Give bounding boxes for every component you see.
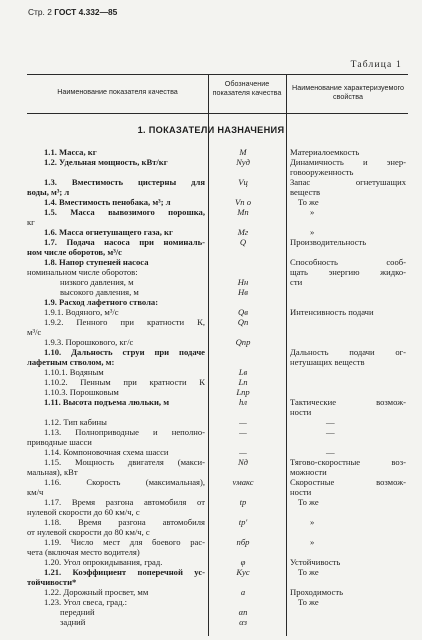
indicator-text: 1.10.3. Порошковым <box>44 387 119 397</box>
indicator-text: нулевой скорости до 60 км/ч, с <box>27 507 140 517</box>
indicator-text: лафетным стволом, м: <box>27 357 115 367</box>
property-text: Тактические возмож- <box>290 397 406 407</box>
indicator-text: м³/с <box>27 327 42 337</box>
property-text: То же <box>298 597 319 607</box>
property-text: щать энергию жидко- <box>290 267 406 277</box>
indicator-text: 1.10.1. Водяным <box>44 367 104 377</box>
designation-symbol: Lпр <box>236 387 250 397</box>
property-text: Дальность подачи ог- <box>290 347 406 357</box>
designation-symbol: Nд <box>237 457 249 467</box>
indicator-text: 1.19. Число мест для боевого рас- <box>44 537 205 547</box>
page-header <box>28 7 117 17</box>
indicator-text: 1.9.1. Водяного, м³/с <box>44 307 119 317</box>
indicator-text: 1.20. Угол опрокидывания, град. <box>44 557 163 567</box>
table-column-divider-2 <box>286 74 287 636</box>
table-top-rule <box>27 74 408 75</box>
property-text: Тягово-скоростные воз- <box>290 457 406 467</box>
property-text: Устойчивость <box>290 557 341 567</box>
indicator-text: 1.9. Расход лафетного ствола: <box>44 297 159 307</box>
indicator-text: передний <box>60 607 95 617</box>
designation-symbol: φ <box>240 557 246 567</box>
designation-symbol: Vц <box>238 177 248 187</box>
property-text: Способность сооб- <box>290 257 406 267</box>
indicator-text: 1.15. Мощность двигателя (макси- <box>44 457 205 467</box>
property-text: — <box>326 427 335 437</box>
designation-symbol: Qв <box>238 307 248 317</box>
indicator-text: 1.10.2. Пенным при кратности К <box>44 377 205 387</box>
indicator-text: 1.16. Скорость (максимальная), <box>44 477 205 487</box>
indicator-text: высокого давления, м <box>60 287 139 297</box>
property-text: Интенсивность подачи <box>290 307 374 317</box>
property-text: Скоростные возмож- <box>290 477 406 487</box>
indicator-text: 1.8. Напор ступеней насоса <box>44 257 149 267</box>
property-text: — <box>326 447 335 457</box>
indicator-text: 1.5. Масса вывозимого порошка, <box>44 207 205 217</box>
indicator-text: 1.13. Полноприводные и неполно- <box>44 427 205 437</box>
property-text: сти <box>290 277 303 287</box>
property-text: » <box>310 227 315 237</box>
indicator-text: низкого давления, м <box>60 277 134 287</box>
column-header-designation: Обозначение показателя качества <box>212 79 282 97</box>
designation-symbol: Lв <box>238 367 248 377</box>
indicator-text: номинальном числе оборотов: <box>27 267 138 277</box>
column-header-property: Наименование характеризуемого свойства <box>292 83 404 101</box>
indicator-text: 1.22. Дорожный просвет, мм <box>44 587 149 597</box>
indicator-text: от нулевой скорости до 80 км/ч, с <box>27 527 150 537</box>
indicator-text: 1.9.2. Пенного при кратности К, <box>44 317 205 327</box>
designation-symbol: Lп <box>238 377 248 387</box>
designation-symbol: — <box>239 417 247 427</box>
indicator-text: 1.7. Подача насоса при номиналь- <box>44 237 205 247</box>
indicator-text: 1.23. Угол свеса, град.: <box>44 597 128 607</box>
section-title: 1. ПОКАЗАТЕЛИ НАЗНАЧЕНИЯ <box>137 125 285 135</box>
indicator-text: задний <box>60 617 86 627</box>
designation-symbol: Mп <box>237 207 249 217</box>
designation-symbol: Vп о <box>235 197 251 207</box>
designation-symbol: Qпр <box>235 337 251 347</box>
indicator-text: 1.17. Время разгона автомобиля от <box>44 497 205 507</box>
column-header-indicator: Наименование показателя качества <box>57 87 178 96</box>
designation-symbol: M <box>239 147 247 157</box>
property-text: ности <box>290 487 312 497</box>
indicator-text: 1.12. Тип кабины <box>44 417 107 427</box>
designation-symbol: Mг <box>237 227 249 237</box>
property-text: говооруженность <box>290 167 354 177</box>
designation-symbol: tр' <box>238 517 248 527</box>
indicator-text: тойчивости* <box>27 577 77 587</box>
property-text: Производительность <box>290 237 367 247</box>
page-number: Стр. 2 <box>28 7 52 17</box>
property-text: нетушащих веществ <box>290 357 365 367</box>
designation-symbol: Nуд <box>236 157 250 167</box>
property-text: Проходимость <box>290 587 344 597</box>
indicator-text: 1.2. Удельная мощность, кВт/кг <box>44 157 168 167</box>
indicator-text: 1.4. Вместимость пенобака, м³; л <box>44 197 171 207</box>
designation-symbol: — <box>239 427 247 437</box>
property-text: То же <box>298 197 319 207</box>
indicator-text: 1.10. Дальность струи при подаче <box>44 347 205 357</box>
designation-symbol: — <box>239 447 247 457</box>
designation-symbol: Q <box>239 237 247 247</box>
property-text: » <box>310 517 315 527</box>
indicator-text: 1.6. Масса огнетушащего газа, кг <box>44 227 173 237</box>
designation-symbol: nбр <box>236 537 250 547</box>
indicator-text: 1.11. Высота подъема люльки, м <box>44 397 170 407</box>
property-text: Запас огнетушащих <box>290 177 406 187</box>
property-text: Динамичность и энер- <box>290 157 406 167</box>
indicator-text: 1.18. Время разгона автомобиля <box>44 517 205 527</box>
table-header-rule <box>27 113 408 114</box>
designation-symbol: Hн <box>237 277 249 287</box>
property-text: ности <box>290 407 312 417</box>
property-text: » <box>310 537 315 547</box>
indicator-text: ном числе оборотов, м³/с <box>27 247 122 257</box>
property-text: можности <box>290 467 327 477</box>
indicator-text: приводные шасси <box>27 437 92 447</box>
designation-symbol: Hв <box>238 287 248 297</box>
table-title: Таблица 1 <box>350 60 402 70</box>
designation-symbol: tр <box>239 497 247 507</box>
designation-symbol: αз <box>239 617 247 627</box>
property-text: Материалоемкость <box>290 147 360 157</box>
indicator-text: 1.21. Коэффициент поперечной ус- <box>44 567 205 577</box>
indicator-text: км/ч <box>27 487 44 497</box>
designation-symbol: vмакс <box>232 477 254 487</box>
indicator-text: чета (включая место водителя) <box>27 547 140 557</box>
property-text: » <box>310 207 315 217</box>
property-text: То же <box>298 497 319 507</box>
indicator-text: кг <box>27 217 35 227</box>
designation-symbol: αп <box>238 607 248 617</box>
indicator-text: воды, м³; л <box>27 187 70 197</box>
property-text: То же <box>298 567 319 577</box>
property-text: — <box>326 417 335 427</box>
designation-symbol: a <box>240 587 246 597</box>
indicator-text: 1.1. Масса, кг <box>44 147 97 157</box>
standard-code: ГОСТ 4.332—85 <box>54 7 118 17</box>
designation-symbol: Kус <box>236 567 250 577</box>
designation-symbol: hл <box>238 397 248 407</box>
property-text: веществ <box>290 187 321 197</box>
indicator-text: 1.3. Вместимость цистерны для <box>44 177 205 187</box>
indicator-text: 1.9.3. Порошкового, кг/с <box>44 337 134 347</box>
indicator-text: 1.14. Компоновочная схема шасси <box>44 447 169 457</box>
designation-symbol: Qп <box>237 317 249 327</box>
indicator-text: мальная), кВт <box>27 467 78 477</box>
